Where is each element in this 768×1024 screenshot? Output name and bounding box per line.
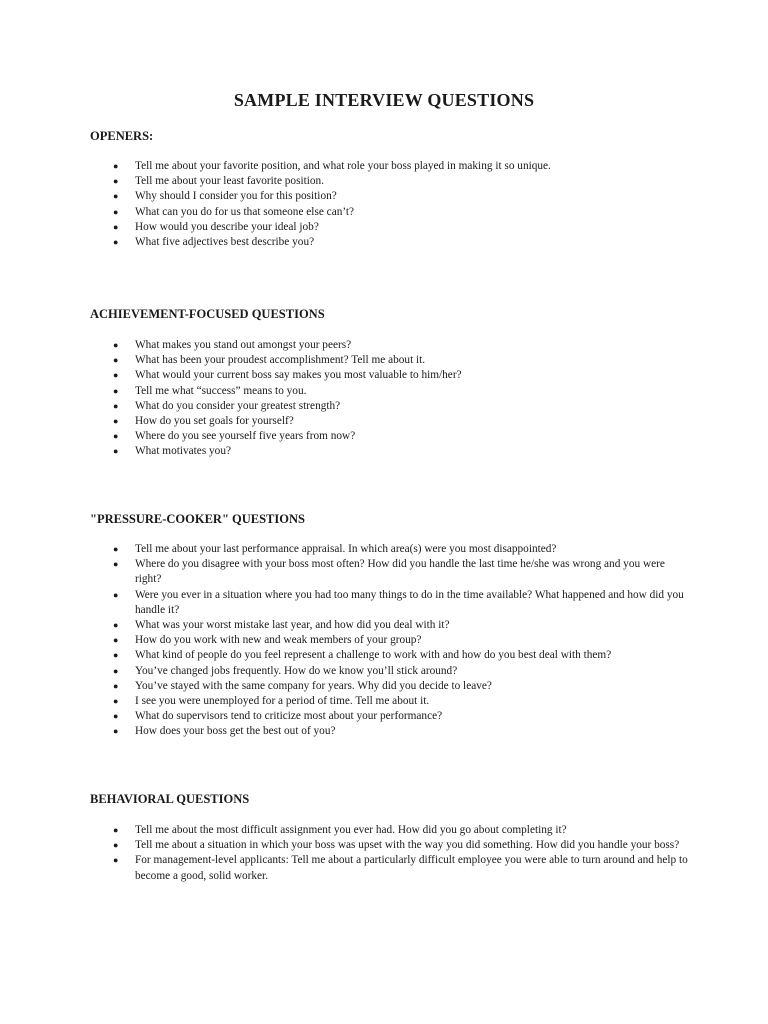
question-item	[90, 159, 690, 174]
question-item	[90, 853, 690, 883]
bullet-icon: ●	[113, 589, 119, 600]
bullet-icon: ●	[113, 711, 119, 722]
bullet-icon: ●	[113, 825, 119, 835]
bullet-icon: ●	[113, 416, 119, 427]
question-text: Tell me about your least favorite position.	[135, 175, 325, 188]
section-heading: OPENERS:	[90, 129, 154, 143]
question-item	[90, 694, 690, 709]
question-item	[90, 414, 690, 429]
question-text: What makes you stand out amongst your peers?	[135, 339, 352, 351]
section-heading: "PRESSURE-COOKER" QUESTIONS	[90, 512, 305, 526]
question-item	[90, 648, 690, 663]
page-title: SAMPLE INTERVIEW QUESTIONS	[233, 90, 535, 110]
question-item	[90, 189, 690, 204]
question-item	[90, 399, 690, 414]
bullet-icon: ●	[113, 855, 119, 866]
question-text: Where do you disagree with your boss most often? How did you handle the last time he/she was wrong and you were right?	[135, 558, 665, 586]
question-text: How do you set goals for yourself?	[135, 415, 294, 428]
question-item	[90, 618, 690, 633]
bullet-icon: ●	[113, 355, 119, 366]
bullet-icon: ●	[113, 431, 119, 442]
question-item	[90, 220, 690, 235]
question-item	[90, 174, 690, 189]
question-text: You’ve stayed with the same company for years. Why did you decide to leave?	[135, 679, 492, 692]
question-item	[90, 338, 690, 353]
question-text: What do you consider your greatest strength?	[135, 399, 341, 412]
bullet-icon: ●	[113, 726, 119, 737]
bullet-icon: ●	[113, 696, 119, 707]
question-item	[90, 542, 690, 557]
bullet-icon: ●	[113, 176, 119, 187]
question-item	[90, 205, 690, 220]
bullet-icon: ●	[113, 544, 119, 554]
bullet-icon: ●	[113, 680, 119, 691]
question-item	[90, 679, 690, 694]
question-list	[90, 338, 690, 460]
section-heading: BEHAVIORAL QUESTIONS	[90, 792, 250, 806]
bullet-icon: ●	[113, 206, 119, 217]
question-item	[90, 444, 690, 459]
question-text: For management-level applicants: Tell me about a particularly difficult employee you were able to turn around and help to become a good, solid worker.	[135, 854, 688, 882]
question-list	[90, 542, 690, 740]
question-text: Why should I consider you for this position?	[135, 190, 337, 203]
section-pressure-cooker	[90, 511, 690, 740]
bullet-icon: ●	[113, 237, 119, 248]
bullet-icon: ●	[113, 161, 119, 171]
question-item	[90, 823, 690, 838]
question-text: What was your worst mistake last year, and how did you deal with it?	[135, 619, 450, 632]
question-text: Tell me about your favorite position, and what role your boss played in making it so unique.	[135, 160, 551, 172]
question-item	[90, 429, 690, 444]
question-text: Tell me about the most difficult assignment you ever had. How did you go about completing it?	[135, 824, 567, 836]
question-text: Where do you see yourself five years from now?	[135, 430, 356, 443]
bullet-icon: ●	[113, 340, 119, 350]
question-text: What can you do for us that someone else can’t?	[135, 205, 355, 218]
section-achievement	[90, 306, 690, 460]
question-text: What five adjectives best describe you?	[135, 236, 315, 249]
bullet-icon: ●	[113, 559, 119, 570]
question-text: You’ve changed jobs frequently. How do we know you’ll stick around?	[135, 664, 458, 677]
question-text: How does your boss get the best out of you?	[135, 725, 336, 738]
question-item	[90, 384, 690, 399]
bullet-icon: ●	[113, 665, 119, 676]
bullet-icon: ●	[113, 446, 119, 457]
question-text: What kind of people do you feel represent a challenge to work with and how do you best deal with them?	[135, 649, 612, 662]
question-text: What do supervisors tend to criticize most about your performance?	[135, 710, 443, 723]
question-text: Tell me about your last performance appraisal. In which area(s) were you most disappointed?	[135, 543, 557, 555]
bullet-icon: ●	[113, 635, 119, 646]
question-item	[90, 709, 690, 724]
question-text: How would you describe your ideal job?	[135, 220, 319, 233]
bullet-icon: ●	[113, 191, 119, 202]
question-item	[90, 664, 690, 679]
question-text: Tell me what “success” means to you.	[135, 384, 307, 397]
section-behavioral	[90, 791, 690, 884]
question-item	[90, 633, 690, 648]
section-openers	[90, 128, 690, 250]
bullet-icon: ●	[113, 221, 119, 232]
bullet-icon: ●	[113, 385, 119, 396]
bullet-icon: ●	[113, 650, 119, 661]
question-text: How do you work with new and weak members of your group?	[135, 634, 422, 647]
question-item	[90, 368, 690, 383]
question-text: What would your current boss say makes you most valuable to him/her?	[135, 369, 462, 382]
bullet-icon: ●	[113, 400, 119, 411]
bullet-icon: ●	[113, 840, 119, 851]
bullet-icon: ●	[113, 620, 119, 631]
question-list	[90, 823, 690, 884]
question-item	[90, 724, 690, 739]
question-item	[90, 588, 690, 618]
question-item	[90, 353, 690, 368]
question-text: What has been your proudest accomplishment? Tell me about it.	[135, 354, 426, 367]
question-item	[90, 838, 690, 853]
section-heading: ACHIEVEMENT-FOCUSED QUESTIONS	[90, 307, 325, 321]
question-text: I see you were unemployed for a period of time. Tell me about it.	[135, 695, 430, 708]
question-text: What motivates you?	[135, 445, 231, 458]
question-item	[90, 235, 690, 250]
question-item	[90, 557, 690, 587]
question-text: Were you ever in a situation where you had too many things to do in the time available? What happened and how did you handle it?	[135, 588, 684, 616]
bullet-icon: ●	[113, 370, 119, 381]
question-list	[90, 159, 690, 250]
question-text: Tell me about a situation in which your boss was upset with the way you did something. How did you handle your boss?	[135, 839, 680, 852]
